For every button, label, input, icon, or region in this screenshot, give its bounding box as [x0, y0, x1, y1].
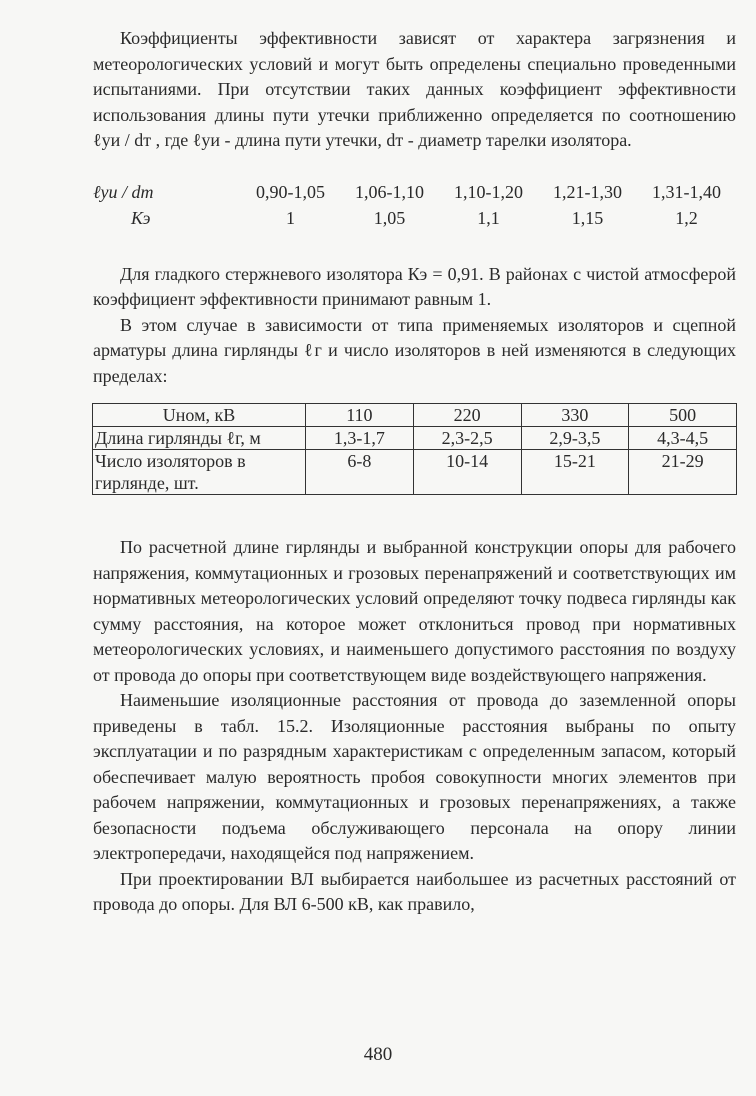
coefficient-value: 1,2 [675, 207, 698, 228]
table-header-cell: 500 [629, 404, 737, 427]
page-number: 480 [363, 1044, 393, 1065]
table-row [93, 450, 737, 495]
table-row [93, 427, 737, 450]
ratio-row [93, 180, 736, 206]
paragraph-insulation-distances: Наименьшие изоляционные расстояния от провода до заземленной опоры приведены в табл. 15.2. Изоляционные расстояния выбраны по опыту эксплуатации и по разрядным характеристикам с определенным запасом, который обеспечивает малую вероятность пробоя совокупности многих элементов при рабочем напряжении, коммутационных и грозовых перенапряжениях, а также безопасности подъема обслуживающего персонала на опору линии электропередачи, находящейся под напряжением. [93, 690, 736, 863]
table-header-cell: 330 [521, 404, 629, 427]
table-cell: 21-29 [629, 450, 737, 495]
table-header-cell: 110 [306, 404, 414, 427]
table-cell: 2,3-2,5 [413, 427, 521, 450]
coefficient-row [93, 206, 736, 232]
string-length-table [92, 403, 737, 495]
table-cell: 4,3-4,5 [629, 427, 737, 450]
table-cell: 2,9-3,5 [521, 427, 629, 450]
ratio-value: 1,21-1,30 [553, 181, 622, 202]
coefficient-value: 1,05 [373, 207, 406, 228]
coefficient-value: 1,1 [477, 207, 500, 228]
coefficient-row-label: Кэ [131, 207, 151, 228]
paragraph-smooth-rod-insulator: Для гладкого стержневого изолятора Кэ = 0,91. В районах с чистой атмосферой коэффициент эффективности принимают равным 1. [93, 263, 736, 309]
ratio-value: 1,06-1,10 [355, 181, 424, 202]
ratio-value: 1,31-1,40 [652, 181, 721, 202]
ratio-value: 0,90-1,05 [256, 181, 325, 202]
table-cell: 6-8 [306, 450, 414, 495]
coefficient-value: 1,15 [571, 207, 604, 228]
paragraph-efficiency-coefficients: Коэффициенты эффективности зависят от характера загрязнения и метеорологических условий и могут быть определены специально проведенными испытаниями. При отсутствии таких данных коэффициент эффективности использования длины пути утечки приближенно определяется по соотношению ℓуи / dт , где ℓуи - длина пути утечки, dт - диаметр тарелки изолятора. [93, 28, 736, 150]
table-header-cell: 220 [413, 404, 521, 427]
ratio-coefficient-table [93, 180, 736, 232]
table-header-row [93, 404, 737, 427]
table-cell: 1,3-1,7 [306, 427, 414, 450]
paragraph-string-length-limits: В этом случае в зависимости от типа применяемых изоляторов и сцепной арматуры длина гирлянды ℓг и число изоляторов в ней изменяются в следующих пределах: [93, 314, 736, 386]
table-cell: 10-14 [413, 450, 521, 495]
table-row-label: Длина гирлянды ℓг, м [93, 427, 306, 450]
paragraph-design-distances: При проектировании ВЛ выбирается наибольшее из расчетных расстояний от провода до опоры. Для ВЛ 6-500 кВ, как правило, [93, 868, 736, 914]
paragraph-suspension-point: По расчетной длине гирлянды и выбранной конструкции опоры для рабочего напряжения, коммутационных и грозовых перенапряжений и соответствующих им нормативных метеорологических условий определяют точку подвеса гирлянды как сумму расстояния, на которое может отклониться провод при нормативных метеорологических условиях, и наименьшего допустимого расстояния по воздуху от провода до опоры при соответствующем виде воздействующего напряжения. [93, 537, 736, 685]
table-header-cell: Uном, кВ [93, 404, 306, 427]
document-body [93, 26, 736, 918]
table-cell: 15-21 [521, 450, 629, 495]
coefficient-value: 1 [286, 207, 295, 228]
table-row-label: Число изоляторов в гирлянде, шт. [93, 450, 306, 495]
ratio-row-label: ℓуи / dт [93, 181, 154, 202]
ratio-value: 1,10-1,20 [454, 181, 523, 202]
